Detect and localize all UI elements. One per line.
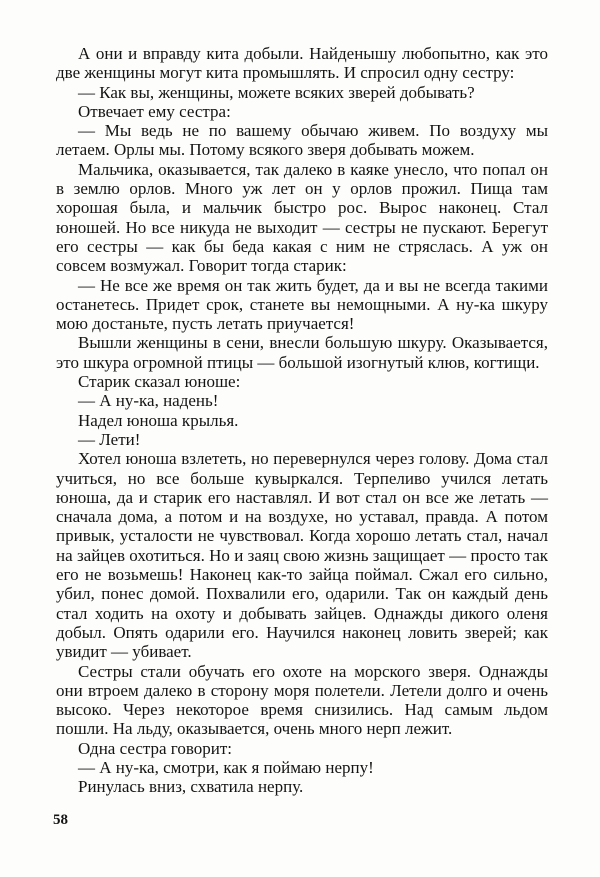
paragraph: Отвечает ему сестра:	[78, 101, 231, 121]
paragraph: — Лети!	[78, 429, 141, 449]
paragraph: А они и вправду кита добыли. Найденышу любопытно, как это две женщины могут кита промышлять. И спросил одну сестру:	[56, 44, 548, 83]
paragraph: Надел юноша крылья.	[78, 410, 239, 430]
paragraph: Сестры стали обучать его охоте на морского зверя. Однажды они втроем далеко в сторону моря полетели. Летели долго и очень высоко. Через некоторое время снизились. Над самым льдом пошли. На льду, оказывается, очень много нерп лежит.	[56, 661, 548, 739]
paragraph: — А ну-ка, смотри, как я поймаю нерпу!	[78, 757, 374, 777]
paragraph: — А ну-ка, надень!	[78, 391, 219, 411]
paragraph: Ринулась вниз, схватила нерпу.	[78, 777, 304, 797]
paragraph: Мальчика, оказывается, так далеко в каяке унесло, что попал он в землю орлов. Много уж лет он у орлов прожил. Пища там хорошая была, и мальчик быстро рос. Вырос наконец. Стал юношей. Но все никуда не выходит — сестры не пускают. Берегут его сестры — как бы беда какая с ним не стряслась. А уж он совсем возмужал. Говорит тогда старик:	[56, 159, 548, 276]
paragraph: Одна сестра говорит:	[78, 738, 233, 758]
paragraph: — Мы ведь не по вашему обычаю живем. По воздуху мы летаем. Орлы мы. Потому всякого зверя добывать можем.	[56, 121, 548, 160]
paragraph: — Не все же время он так жить будет, да и вы не всегда такими останетесь. Придет срок, станете вы немощными. А ну-ка шкуру мою достаньте, пусть летать приучается!	[56, 275, 548, 334]
paragraph: — Как вы, женщины, можете всяких зверей добывать?	[78, 82, 475, 102]
paragraph: Вышли женщины в сени, внесли большую шкуру. Оказывается, это шкура огромной птицы — большой изогнутый клюв, когтищи.	[56, 333, 548, 372]
paragraph: Старик сказал юноше:	[78, 372, 241, 392]
paragraph: Хотел юноша взлететь, но перевернулся через голову. Дома стал учиться, но все больше кувыркался. Терпеливо учился летать юноша, да и старик его наставлял. И вот стал он все же летать — сначала дома, а потом и на воздухе, но уставал, правда. А потом привык, усталости не чувствовал. Когда хорошо летать стал, начал на зайцев охотиться. Но и заяц свою жизнь защищает — просто так его не возьмешь! Наконец как-то зайца поймал. Сжал его сильно, убил, понес домой. Похвалили его, одарили. Так он каждый день стал ходить на охоту и добывать зайцев. Однажды дикого оленя добыл. Опять одарили его. Научился наконец ловить зверей; как увидит — убивает.	[56, 449, 548, 662]
page-number: 58	[53, 812, 68, 828]
body-text	[56, 44, 548, 797]
